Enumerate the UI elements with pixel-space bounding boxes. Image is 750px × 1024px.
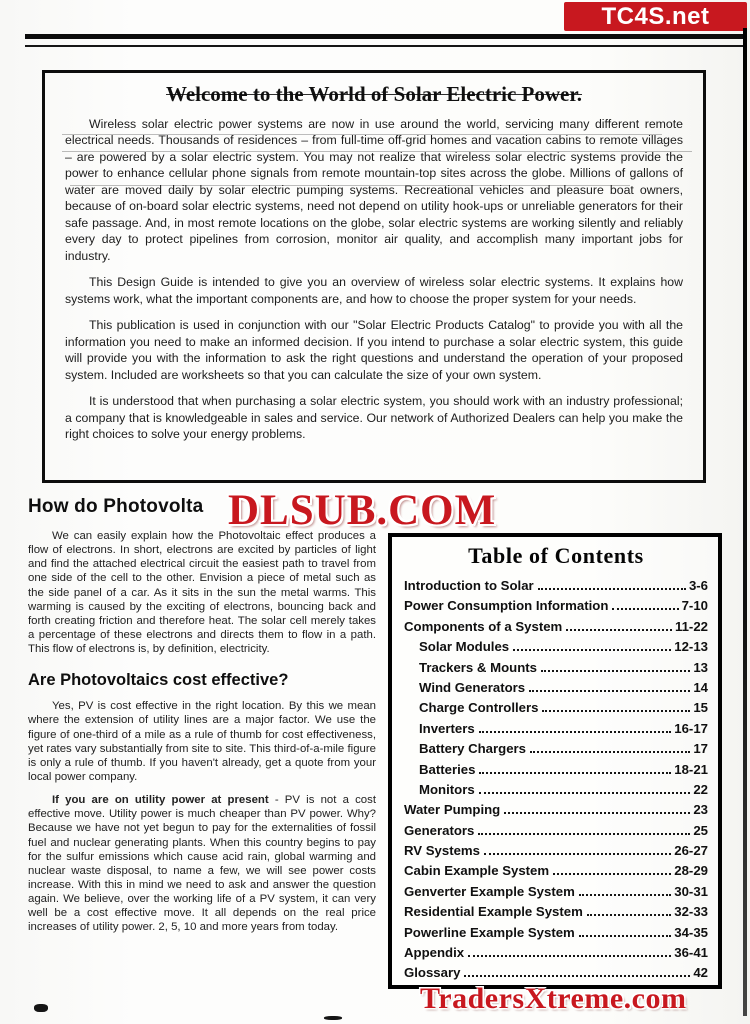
toc-item-label: Powerline Example System [404, 924, 575, 940]
toc-item [404, 762, 708, 782]
dot-leader [587, 914, 671, 916]
toc-item-label: Power Consumption Information [404, 598, 609, 614]
toc-item [404, 782, 708, 802]
toc-item-page: 17 [693, 741, 708, 757]
scan-streak [62, 134, 662, 135]
toc-item [404, 945, 708, 965]
dot-leader [542, 710, 690, 712]
utility-paragraph-rest: - PV is not a cost effective move. Utility power is much cheaper than PV power. Why? Because we have not yet begun to pay for the externalities of fossil fuel and nuclear generating plants. When this country begins to pay for the sulfur emissions which cause acid rain, global warming and nuclear waste disposal, to name a few, we will see power costs increase. With this in mind we need to ask and answer the question again. We believe, over the working life of a PV system, it can very well be a cost effective move. It all depends on the real price increases of utility power. 2, 5, 10 and more years from today. [28, 794, 376, 934]
toc-item-page: 3-6 [688, 578, 708, 593]
toc-item-page: 22 [693, 781, 708, 797]
toc-item [404, 904, 708, 924]
scan-streak [62, 151, 692, 152]
toc-item-page: 28-29 [674, 863, 708, 879]
toc-item [404, 802, 708, 822]
toc-item-page: 32-33 [674, 904, 708, 920]
dot-leader [464, 975, 690, 977]
toc-item-label: Batteries [419, 761, 476, 777]
dot-leader [541, 670, 690, 672]
dot-leader [504, 812, 690, 814]
toc-item-label: Residential Example System [404, 904, 583, 920]
dot-leader [478, 833, 690, 835]
toc-item [404, 925, 708, 945]
toc-item-label: Cabin Example System [404, 863, 550, 879]
watermark-tc4s-badge [564, 2, 747, 31]
toc-item-page: 26-27 [674, 843, 708, 859]
dot-leader [579, 894, 671, 896]
dot-leader [484, 853, 671, 855]
welcome-paragraph-4: It is understood that when purchasing a solar electric system, you should work with an industry professional; a company that is knowledgeable in sales and service. Our network of Authorized Dealers can help you make the right choices to solve your energy problems. [65, 394, 683, 441]
heading-how-do-photovoltaics: How do Photovolta [28, 496, 204, 517]
toc-item-page: 15 [693, 700, 708, 716]
heading-cost-effective: Are Photovoltaics cost effective? [28, 671, 289, 690]
toc-item [404, 700, 708, 720]
welcome-box [42, 70, 706, 483]
dot-leader [468, 955, 671, 957]
scan-edge-line [743, 28, 747, 1016]
toc-item-label: Glossary [404, 965, 461, 981]
toc-item-page: 30-31 [674, 883, 708, 899]
watermark-tc4s-text: TC4S.net [601, 2, 710, 30]
toc-item-label: Introduction to Solar [404, 578, 534, 593]
table-of-contents [388, 533, 722, 989]
toc-item-label: Solar Modules [419, 639, 510, 655]
toc-item [404, 741, 708, 761]
toc-list [404, 578, 708, 986]
toc-item-page: 25 [693, 822, 708, 838]
toc-item [404, 721, 708, 741]
toc-item-page: 13 [693, 659, 708, 675]
toc-item-page: 36-41 [674, 945, 708, 961]
dot-leader [612, 608, 678, 610]
welcome-paragraph-3: This publication is used in conjunction with our "Solar Electric Products Catalog" to provide you with all the information you need to make an informed decision. If you intend to purchase a solar electric system, this guide will provide you with the information to ask the right questions and understand the operation of your proposed system. Included are worksheets so that you can calculate the size of your own system. [65, 318, 683, 382]
toc-item [404, 578, 708, 598]
utility-power-paragraph [28, 793, 376, 934]
dot-leader [479, 731, 672, 733]
watermark-tradersxtreme: TradersXtreme.com [420, 982, 687, 1015]
toc-item-label: RV Systems [404, 843, 480, 859]
scan-speck [34, 1004, 48, 1012]
watermark-dlsub: DLSUB.COM [228, 487, 497, 534]
toc-title: Table of Contents [468, 543, 644, 568]
toc-item-label: Battery Chargers [419, 741, 527, 757]
welcome-paragraph-2: This Design Guide is intended to give you an overview of wireless solar electric systems. It explains how systems work, what the important components are, and how to choose the proper system for your needs. [65, 275, 683, 306]
dot-leader [566, 629, 672, 631]
toc-item-page: 11-22 [674, 618, 708, 634]
dot-leader [479, 792, 691, 794]
toc-item-label: Inverters [419, 720, 475, 736]
toc-item-page: 16-17 [674, 720, 708, 736]
dot-leader [479, 772, 671, 774]
scan-streak [70, 185, 630, 186]
toc-item [404, 639, 708, 659]
toc-item-label: Appendix [404, 945, 465, 961]
dot-leader [513, 649, 671, 651]
dot-leader [579, 935, 671, 937]
photovoltaics-paragraph: We can easily explain how the Photovoltaic effect produces a flow of electrons. In short, electrons are excited by particles of light and find the attached electrical circuit the easiest path to travel from one side of the cell to the other. Envision a piece of metal such as the side panel of a car. As it sits in the sun the metal warms. This warming is caused by the exciting of electrons, bouncing back and forth creating friction and therefore heat. The solar cell merely takes a percentage of these electrons and directs them to flow in a path. This flow of electrons is, by definition, electricity. [28, 530, 376, 656]
toc-item-label: Charge Controllers [419, 700, 539, 716]
toc-item-label: Water Pumping [404, 802, 501, 818]
toc-item-label: Genverter Example System [404, 883, 575, 899]
toc-item-page: 42 [693, 965, 708, 981]
left-column [28, 496, 376, 944]
dot-leader [553, 873, 671, 875]
toc-item-page: 7-10 [681, 598, 708, 614]
welcome-title: Welcome to the World of Solar Electric Power. [165, 82, 583, 106]
toc-item-label: Generators [404, 822, 475, 838]
toc-item-label: Monitors [419, 781, 475, 797]
top-rule-thick [25, 34, 747, 39]
welcome-paragraph-1: Wireless solar electric power systems are now in use around the world, servicing many different remote electrical needs. Thousands of residences – from full-time off-grid homes and vacation cabins to remote villages – are powered by a solar electric system. You may not realize that wireless solar electric systems provide the power to enhance cellular phone signals from remote mountain-top sites across the globe. Millions of gallons of water are moved daily by solar electric pumping systems. Recreational vehicles and pleasure boat owners, because of on-board solar electric systems, need not depend on utility hook-ups or unreliable generators for their safe passage. And, in most remote locations on the globe, solar electric systems are working silently and reliably every day to protect pipelines from corrosion, monitor air quality, and accomplish many important jobs for industry. [65, 117, 683, 263]
dot-leader [530, 751, 690, 753]
dot-leader [529, 690, 690, 692]
toc-item [404, 843, 708, 863]
toc-item [404, 660, 708, 680]
toc-item [404, 619, 708, 639]
toc-item-label: Wind Generators [419, 679, 526, 695]
toc-item [404, 823, 708, 843]
dot-leader [538, 588, 686, 590]
toc-item-page: 12-13 [674, 639, 708, 655]
toc-item-page: 34-35 [674, 924, 708, 940]
toc-item [404, 598, 708, 618]
toc-item [404, 680, 708, 700]
toc-item-page: 14 [693, 679, 708, 695]
utility-paragraph-lead: If you are on utility power at present [52, 794, 269, 807]
scan-speck [324, 1016, 342, 1020]
toc-item-label: Components of a System [404, 618, 563, 634]
toc-item-label: Trackers & Mounts [419, 659, 537, 675]
toc-item-page: 18-21 [674, 761, 708, 777]
toc-item-page: 23 [693, 802, 708, 818]
cost-effective-paragraph: Yes, PV is cost effective in the right location. By this we mean where the extension of utility lines are a major factor. We use the figure of one-third of a mile as a rule of thumb for cost effectiveness, yet rates vary substantially from site to site. This third-of-a-mile figure is only a rule of thumb. If you haven't already, get a quote from your local power company. [28, 700, 376, 783]
toc-item [404, 863, 708, 883]
top-rule-thin [25, 45, 744, 47]
toc-item [404, 884, 708, 904]
